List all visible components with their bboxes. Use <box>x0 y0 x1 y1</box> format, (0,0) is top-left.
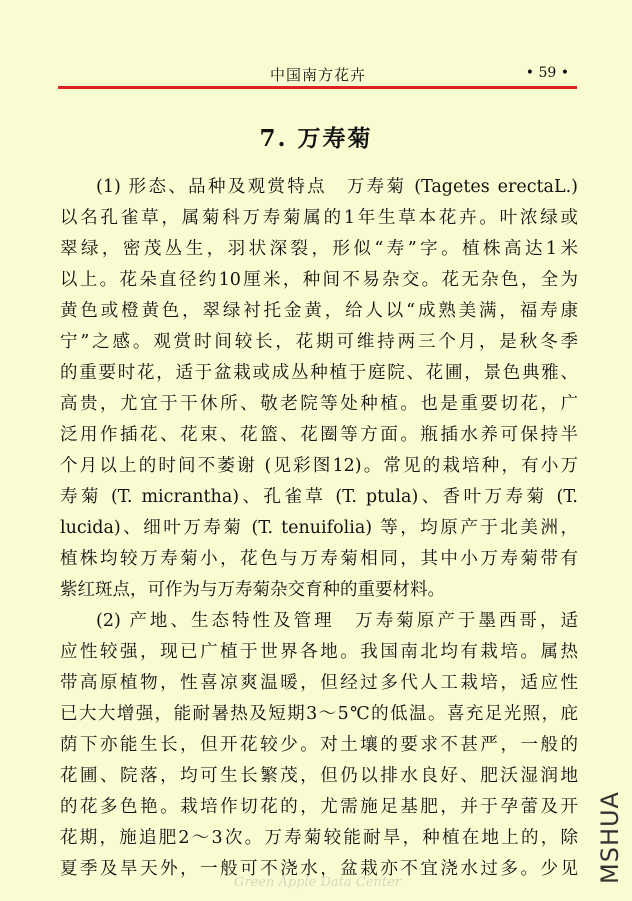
text-line: 以上。花朵直径约10厘米，种间不易杂交。花无杂色，全为 <box>60 270 578 290</box>
text-line: 花圃、院落，均可生长繁茂，但仍以排水良好、肥沃湿润地 <box>60 766 578 786</box>
text-line: 泛用作插花、花束、花篮、花圈等方面。瓶插水养可保持半 <box>60 425 578 445</box>
text-line: 紫红斑点，可作为与万寿菊杂交育种的重要材料。 <box>60 580 445 600</box>
text-line: 黄色或橙黄色，翠绿衬托金黄，给人以“成熟美满，福寿康 <box>60 301 578 321</box>
text-line: 高贵，尤宜于干休所、敬老院等处种植。也是重要切花，广 <box>60 394 578 414</box>
text-line: 翠绿，密茂丛生，羽状深裂，形似“寿”字。植株高达1米 <box>60 239 578 259</box>
text-line: 寿菊 (T. micrantha)、孔雀草 (T. ptula)、香叶万寿菊 (T. <box>60 487 578 507</box>
page-number: • 59 • <box>525 65 569 81</box>
text-line: 应性较强，现已广植于世界各地。我国南北均有栽培。属热 <box>60 642 578 662</box>
text-line: 个月以上的时间不萎谢 (见彩图12)。常见的栽培种，有小万 <box>60 456 578 476</box>
text-line: 植株均较万寿菊小，花色与万寿菊相同，其中小万寿菊带有 <box>60 549 578 569</box>
running-header <box>58 64 577 86</box>
chapter-heading: 7. 万寿菊 <box>259 125 373 152</box>
text-line: (2) 产地、生态特性及管理 万寿菊原产于墨西哥，适 <box>96 611 578 631</box>
text-line: (1) 形态、品种及观赏特点 万寿菊 (Tagetes erectaL.) <box>96 177 578 197</box>
text-line: lucida)、细叶万寿菊 (T. tenuifolia) 等，均原产于北美洲， <box>60 518 578 538</box>
text-line: 已大大增强，能耐暑热及短期3～5℃的低温。喜充足光照，庇 <box>60 704 578 724</box>
text-line: 以名孔雀草，属菊科万寿菊属的1年生草本花卉。叶浓绿或 <box>60 208 578 228</box>
text-line: 的重要时花，适于盆栽或成丛种植于庭院、花圃，景色典雅、 <box>60 363 578 383</box>
text-line: 夏季及旱天外，一般可不浇水，盆栽亦不宜浇水过多。少见 <box>60 859 578 879</box>
text-line: 的花多色艳。栽培作切花的，尤需施足基肥，并于孕蕾及开 <box>60 797 578 817</box>
header-divider <box>58 86 577 89</box>
side-mark: MSHUA <box>596 791 624 884</box>
book-title: 中国南方花卉 <box>270 66 367 84</box>
text-line: 荫下亦能生长，但开花较少。对土壤的要求不甚严，一般的 <box>60 735 578 755</box>
text-line: 花期，施追肥2～3次。万寿菊较能耐旱，种植在地上的，除 <box>60 828 578 848</box>
watermark: Green Apple Data Center <box>234 875 401 890</box>
body-text <box>60 172 578 885</box>
text-line: 宁”之感。观赏时间较长，花期可维持两三个月，是秋冬季 <box>60 332 578 352</box>
text-line: 带高原植物，性喜凉爽温暖，但经过多代人工栽培，适应性 <box>60 673 578 693</box>
